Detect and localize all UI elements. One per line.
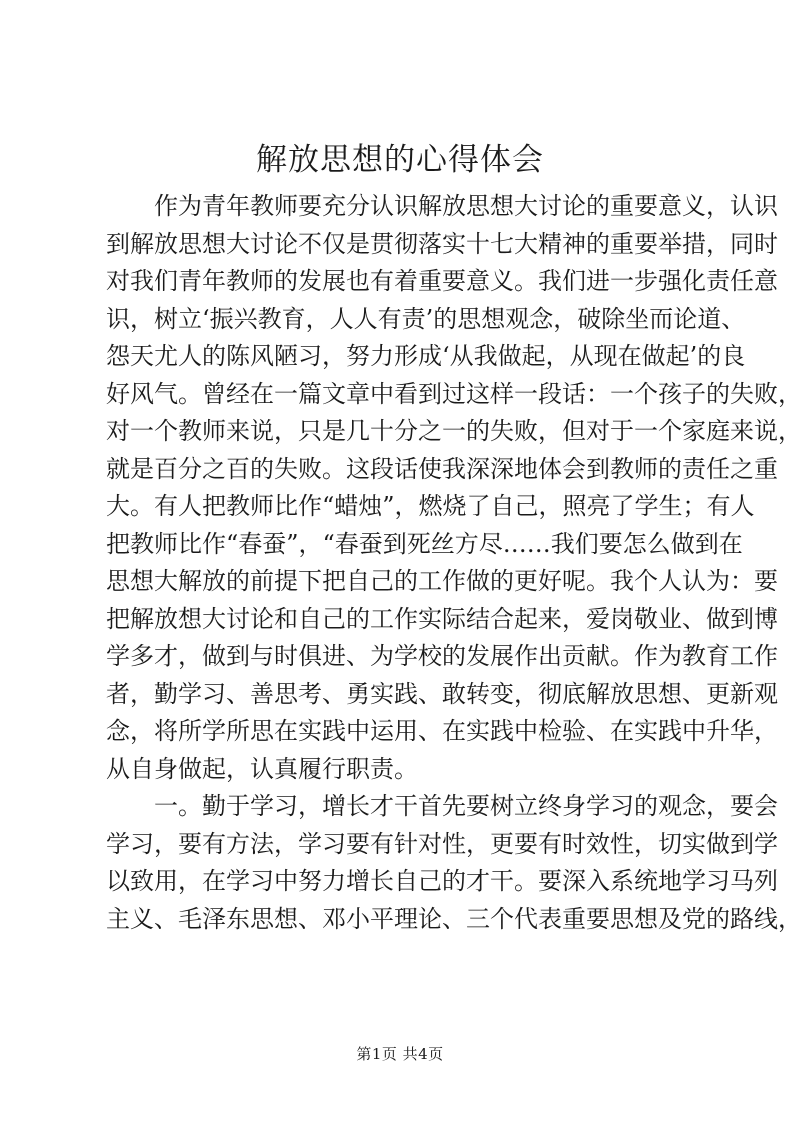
document-body xyxy=(106,188,802,938)
text-line: 以致用，在学习中努力增长自己的才干。要深入系统地学习马列 xyxy=(106,867,778,895)
text-line: 把教师比作“春蚕”，“春蚕到死丝方尽……我们要怎么做到在 xyxy=(106,529,743,558)
text-line: 者，勤学习、善思考、勇实践、敢转变，彻底解放思想、更新观 xyxy=(106,679,778,708)
text-line: 识，树立‘振兴教育，人人有责’的思想观念，破除坐而论道、 xyxy=(106,304,746,333)
text-line: 从自身做起，认真履行职责。 xyxy=(106,754,418,783)
text-line: 怨天尤人的陈风陋习，努力形成‘从我做起，从现在做起’的良 xyxy=(106,342,746,370)
document-title: 解放思想的心得体会 xyxy=(256,142,544,178)
text-line: 作为青年教师要充分认识解放思想大讨论的重要意义，认识 xyxy=(154,192,778,220)
text-line: 把解放想大讨论和自己的工作实际结合起来，爱岗敬业、做到博 xyxy=(106,604,778,633)
text-line: 好风气。曾经在一篇文章中看到过这样一段话：一个孩子的失败， xyxy=(106,379,802,408)
text-line: 对一个教师来说，只是几十分之一的失败，但对于一个家庭来说， xyxy=(106,417,802,445)
text-line: 念，将所学所思在实践中运用、在实践中检验、在实践中升华， xyxy=(106,717,778,745)
text-line: 学习，要有方法，学习要有针对性，更要有时效性，切实做到学 xyxy=(106,829,778,858)
text-line: 思想大解放的前提下把自己的工作做的更好呢。我个人认为：要 xyxy=(106,567,778,595)
text-line: 学多才，做到与时俱进、为学校的发展作出贡献。作为教育工作 xyxy=(106,642,778,670)
text-line: 对我们青年教师的发展也有着重要意义。我们进一步强化责任意 xyxy=(106,267,778,295)
text-line: 一。勤于学习，增长才干首先要树立终身学习的观念，要会 xyxy=(154,792,778,820)
page-number: 第1页 共4页 xyxy=(356,1045,444,1063)
text-line: 主义、毛泽东思想、邓小平理论、三个代表重要思想及党的路线， xyxy=(106,904,802,933)
text-line: 就是百分之百的失败。这段话使我深深地体会到教师的责任之重 xyxy=(106,454,778,483)
text-line: 到解放思想大讨论不仅是贯彻落实十七大精神的重要举措，同时 xyxy=(106,229,778,258)
text-line: 大。有人把教师比作“蜡烛”，燃烧了自己，照亮了学生；有人 xyxy=(106,492,755,520)
